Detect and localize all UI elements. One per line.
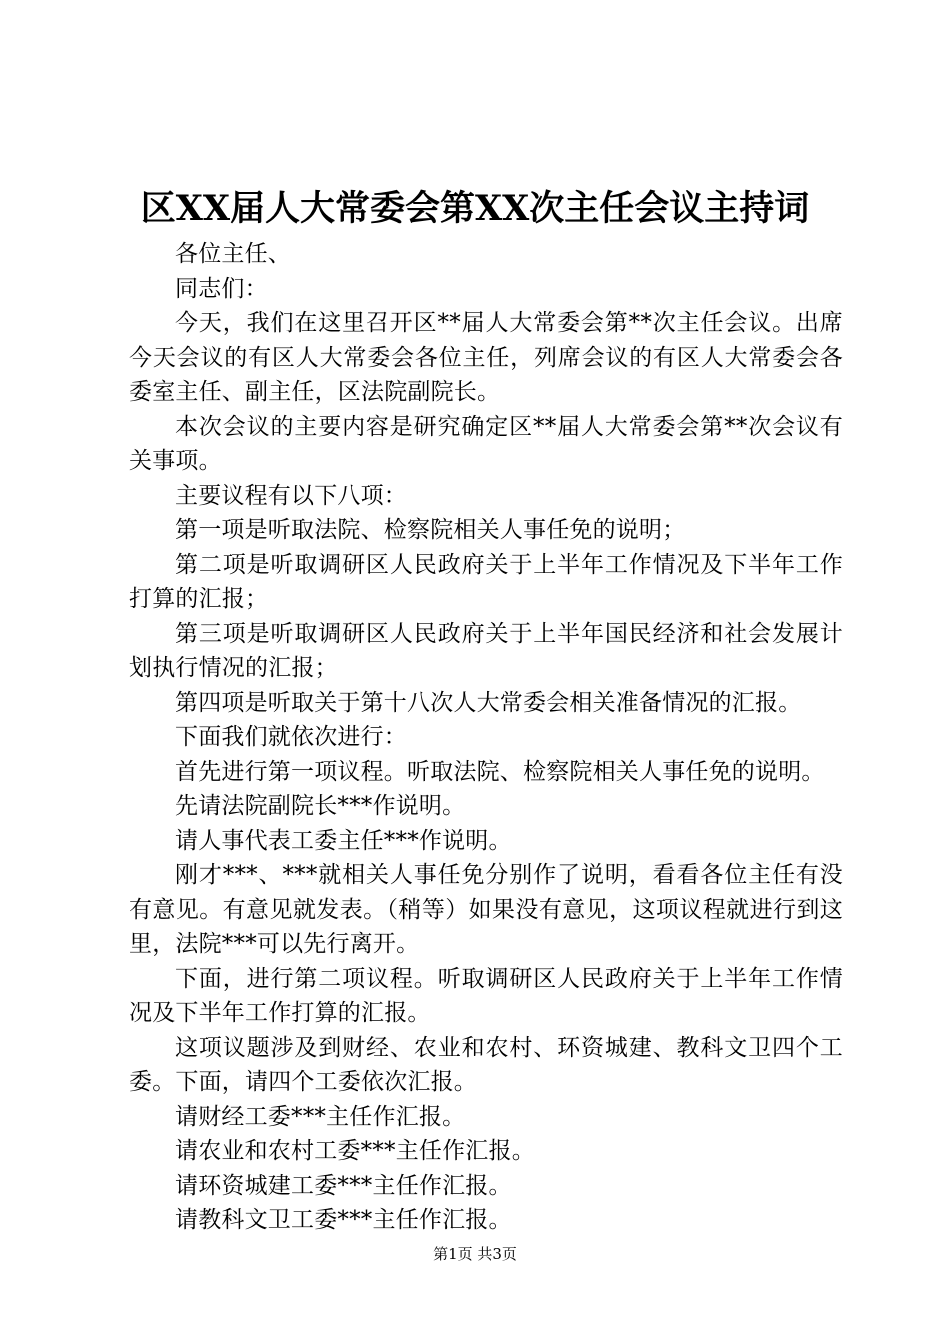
paragraph: 请环资城建工委***主任作汇报。 [175, 1172, 512, 1199]
paragraph: 同志们： [175, 275, 268, 302]
paragraph: 今天，我们在这里召开区**届人大常委会第**次主任会议。出席今天会议的有区人大常委会各位主任，列席会议的有区人大常委会各委室主任、副主任，区法院副院长。 [129, 310, 843, 405]
paragraph: 这项议题涉及到财经、农业和农村、环资城建、教科文卫四个工委。下面，请四个工委依次汇报。 [129, 1034, 843, 1095]
paragraph: 各位主任、 [175, 241, 291, 267]
paragraph: 第一项是听取法院、检察院相关人事任免的说明； [175, 517, 686, 543]
paragraph: 本次会议的主要内容是研究确定区**届人大常委会第**次会议有关事项。 [129, 413, 843, 474]
paragraph: 请教科文卫工委***主任作汇报。 [175, 1207, 512, 1233]
paragraph: 首先进行第一项议程。听取法院、检察院相关人事任免的说明。 [175, 758, 825, 785]
paragraph: 请农业和农村工委***主任作汇报。 [175, 1138, 535, 1164]
document-title: 区XX届人大常委会第XX次主任会议主持词 [140, 188, 810, 229]
page-number: 第1页 共3页 [433, 1245, 517, 1263]
paragraph: 刚才***、***就相关人事任免分别作了说明，看看各位主任有没有意见。有意见就发表。（稍等）如果没有意见，这项议程就进行到这里，法院***可以先行离开。 [129, 862, 843, 957]
paragraph: 请财经工委***主任作汇报。 [175, 1103, 466, 1130]
paragraph: 第四项是听取关于第十八次人大常委会相关准备情况的汇报。 [175, 689, 802, 716]
paragraph: 主要议程有以下八项： [175, 482, 407, 509]
paragraph: 请人事代表工委主任***作说明。 [175, 827, 512, 854]
paragraph: 第二项是听取调研区人民政府关于上半年工作情况及下半年工作打算的汇报； [129, 551, 843, 612]
document-body [129, 237, 843, 1238]
paragraph: 第三项是听取调研区人民政府关于上半年国民经济和社会发展计划执行情况的汇报； [129, 620, 843, 681]
paragraph: 下面我们就依次进行： [175, 724, 407, 750]
paragraph: 下面，进行第二项议程。听取调研区人民政府关于上半年工作情况及下半年工作打算的汇报。 [129, 965, 843, 1026]
paragraph: 先请法院副院长***作说明。 [175, 793, 466, 819]
